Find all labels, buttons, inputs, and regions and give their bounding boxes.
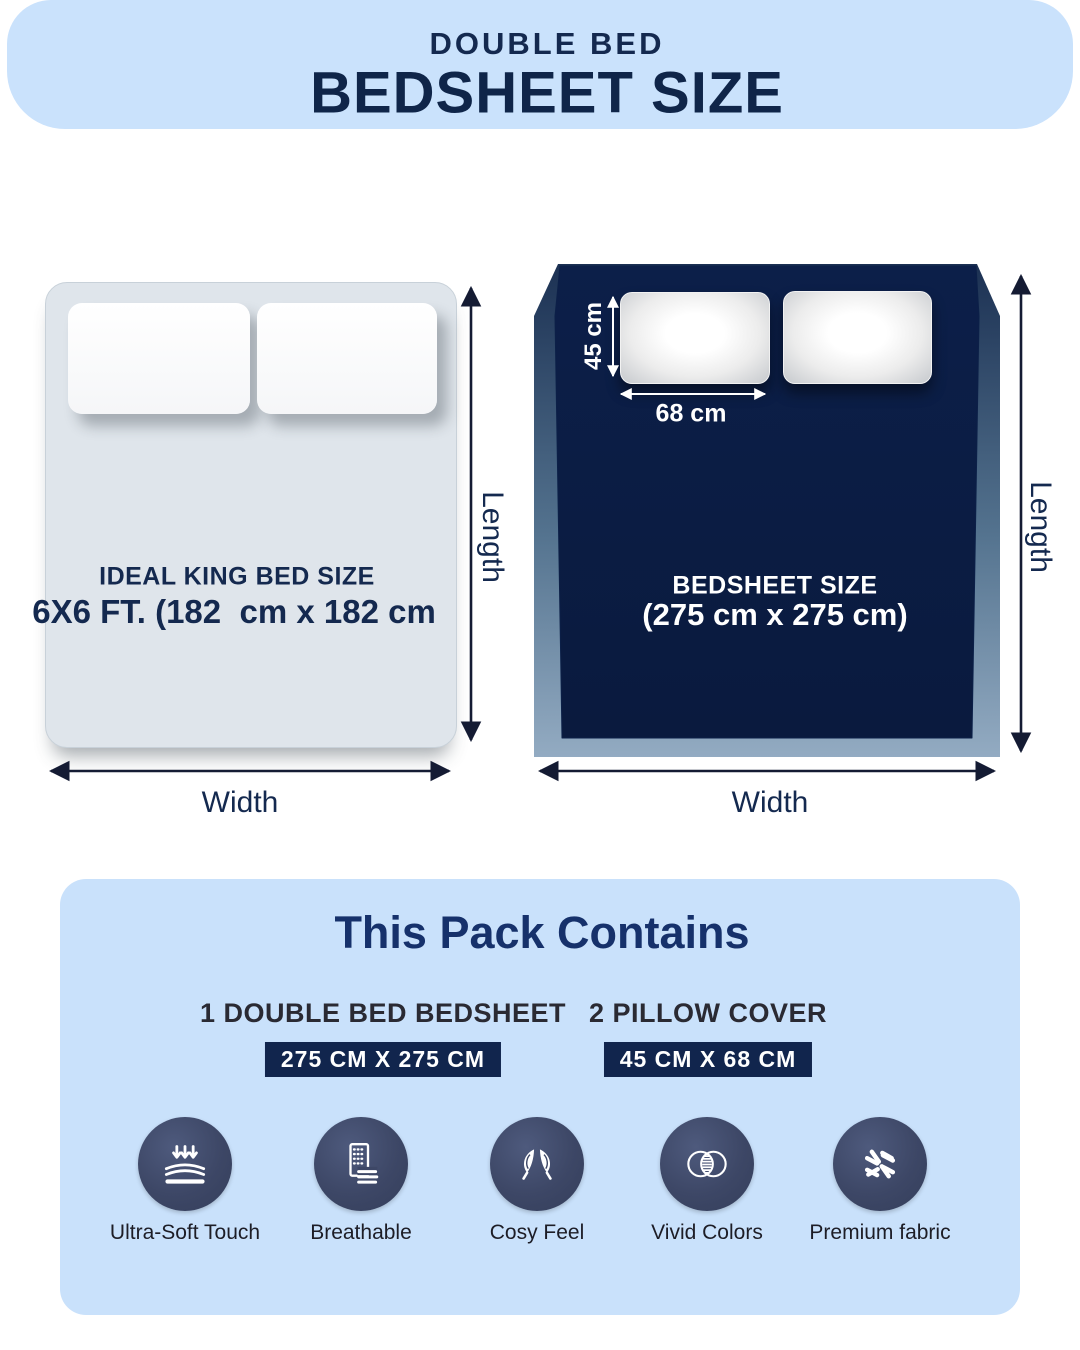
feature-vivid-colors (617, 1117, 797, 1245)
header-banner (7, 0, 1073, 129)
feature-breathable (271, 1117, 451, 1245)
vivid-colors-icon (660, 1117, 754, 1211)
feature-label: Breathable (310, 1221, 412, 1244)
bed-pillow-right (257, 303, 437, 414)
bed-pillow-left (68, 303, 250, 414)
sheet-pillow-left (620, 292, 770, 384)
bed-length-label: Length (476, 491, 509, 583)
pack-item-label: 2 PILLOW COVER (588, 998, 828, 1028)
pack-title: This Pack Contains (334, 907, 750, 958)
feather-icon (490, 1117, 584, 1211)
sheet-pillow-right (783, 291, 932, 384)
pack-item-label: 1 DOUBLE BED BEDSHEET (199, 998, 567, 1028)
breathable-icon (314, 1117, 408, 1211)
bed-size-value: 6X6 FT. (182 cm x 182 cm (32, 593, 436, 630)
soft-touch-icon (138, 1117, 232, 1211)
feature-premium-fabric (790, 1117, 970, 1245)
pack-item-size-badge: 275 CM X 275 CM (265, 1042, 501, 1077)
feature-label: Ultra-Soft Touch (109, 1221, 261, 1244)
sheet-length-label: Length (1024, 481, 1057, 573)
sheet-size-value: (275 cm x 275 cm) (642, 597, 908, 632)
pack-item-size-badge: 45 CM X 68 CM (604, 1042, 813, 1077)
sheet-width-label: Width (731, 786, 809, 819)
bed-width-label: Width (201, 786, 279, 819)
pillow-width-value: 68 cm (655, 399, 727, 428)
pack-item-bedsheet (200, 998, 566, 1077)
pack-item-pillow-cover (589, 998, 827, 1077)
weave-icon (833, 1117, 927, 1211)
sheet-size-title: BEDSHEET SIZE (672, 571, 878, 600)
page-title: BEDSHEET SIZE (310, 60, 784, 126)
pillow-height-value: 45 cm (580, 301, 607, 371)
feature-label: Vivid Colors (651, 1221, 763, 1244)
header-subtitle: DOUBLE BED (429, 26, 665, 61)
feature-label: Premium fabric (809, 1221, 951, 1244)
bed-size-title: IDEAL KING BED SIZE (99, 562, 375, 591)
feature-ultra-soft-touch (95, 1117, 275, 1245)
feature-label: Cosy Feel (489, 1221, 585, 1244)
feature-cosy-feel (447, 1117, 627, 1245)
